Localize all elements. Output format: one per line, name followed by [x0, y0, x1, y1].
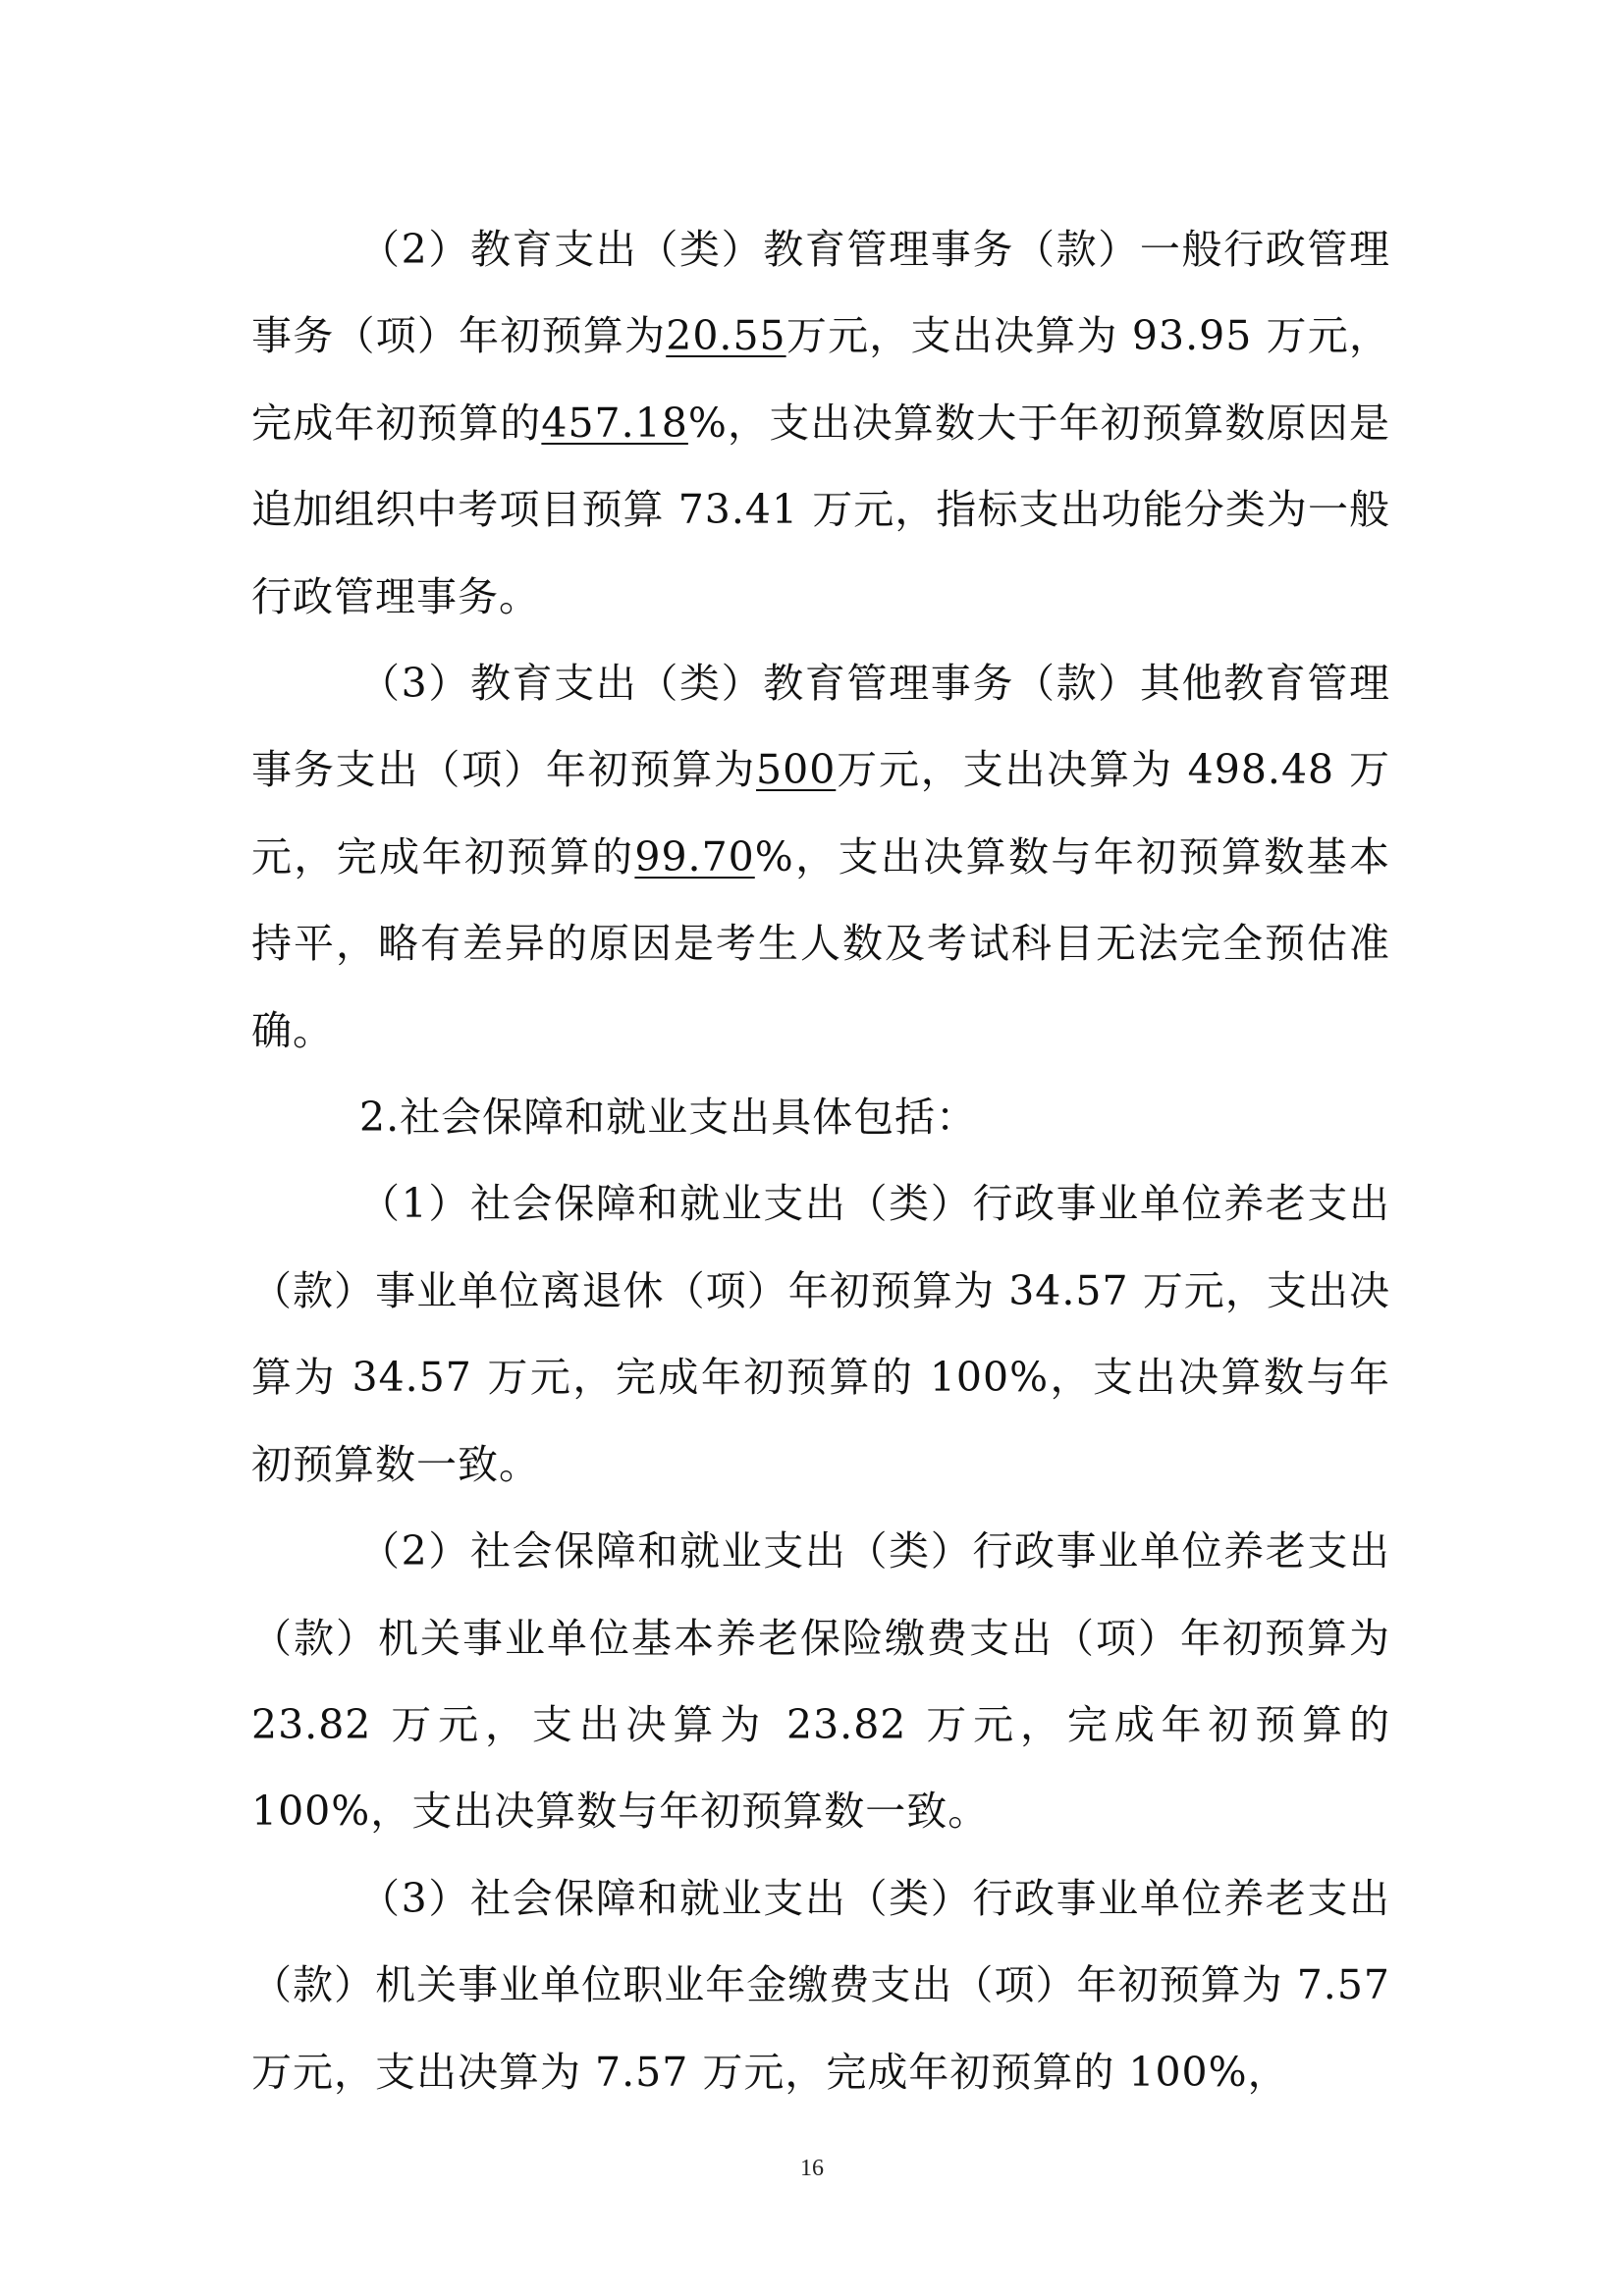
document-body: [251, 206, 1390, 2115]
section-heading-social-security: [251, 1074, 1390, 1160]
underlined-value: 99.70: [634, 832, 755, 881]
text-segment: %，支出决算数与年初预算数基本持平，略有差异的原因是考生人数及考试科目无法完全预估准确。: [251, 832, 1390, 1054]
page-number: 16: [800, 2156, 824, 2181]
text-segment: （2）社会保障和就业支出（类）行政事业单位养老支出（款）机关事业单位基本养老保险缴费支出（项）年初预算为 23.82 万元，支出决算为 23.82 万元，完成年初预算的 100%，支出决算数与年初预算数一致。: [251, 1527, 1390, 1836]
underlined-value: 457.18: [541, 399, 688, 447]
paragraph-social-basic-pension: [251, 1508, 1390, 1855]
text-segment: （1）社会保障和就业支出（类）行政事业单位养老支出（款）事业单位离退休（项）年初预算为 34.57 万元，支出决算为 34.57 万元，完成年初预算的 100%，支出决算数与年初预算数一致。: [251, 1180, 1390, 1488]
paragraph-education-general-admin: [251, 206, 1390, 640]
text-segment: （2）教育支出（类）教育管理事务（款）一般行政管理事务（项）年初预算为: [251, 226, 1390, 360]
underlined-value: 20.55: [666, 312, 786, 360]
paragraph-education-other-admin: [251, 640, 1390, 1074]
underlined-value: 500: [756, 746, 837, 794]
paragraph-social-retirement: [251, 1160, 1390, 1508]
text-segment: 2.社会保障和就业支出具体包括：: [359, 1094, 978, 1142]
text-segment: （3）教育支出（类）教育管理事务（款）其他教育管理事务支出（项）年初预算为: [251, 660, 1390, 794]
paragraph-social-occupational-annuity: [251, 1855, 1390, 2115]
text-segment: 万元，支出决算为 498.48 万元，完成年初预算的: [251, 746, 1391, 881]
text-segment: %，支出决算数大于年初预算数原因是追加组织中考项目预算 73.41 万元，指标支出功能分类为一般行政管理事务。: [251, 399, 1390, 620]
text-segment: 万元，支出决算为 93.95 万元，完成年初预算的: [251, 312, 1390, 447]
text-segment: （3）社会保障和就业支出（类）行政事业单位养老支出（款）机关事业单位职业年金缴费支出（项）年初预算为 7.57 万元，支出决算为 7.57 万元，完成年初预算的 100%，: [251, 1874, 1390, 2096]
